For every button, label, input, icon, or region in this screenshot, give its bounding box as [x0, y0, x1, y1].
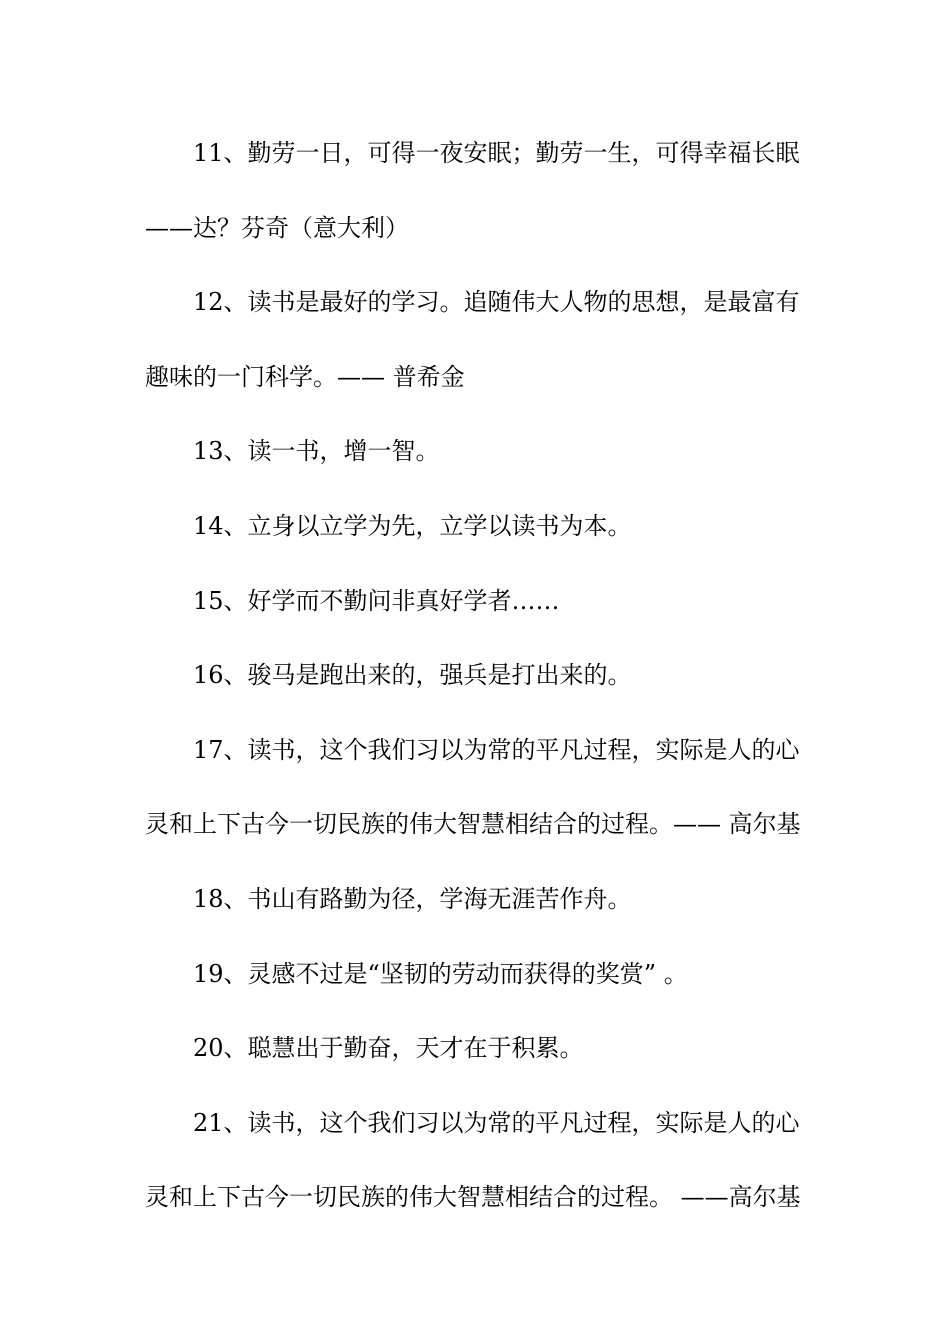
quote-12-line-1: 12、读书是最好的学习。追随伟大人物的思想，是最富有: [193, 288, 800, 317]
quote-11-line-1: 11、勤劳一日，可得一夜安眠；勤劳一生，可得幸福长眠: [193, 139, 800, 167]
quote-17-line-2: 灵和上下古今一切民族的伟大智慧相结合的过程。—— 高尔基: [145, 810, 801, 839]
quote-18: 18、书山有路勤为径，学海无涯苦作舟。: [193, 884, 632, 913]
document-body: [145, 127, 805, 1246]
quote-12-line-2: 趣味的一门科学。—— 普希金: [145, 362, 465, 391]
quote-21-line-1: 21、读书，这个我们习以为常的平凡过程，实际是人的心: [193, 1108, 800, 1137]
quote-20: 20、聪慧出于勤奋，天才在于积累。: [193, 1034, 584, 1063]
quote-11-line-2: ——达？芬奇（意大利）: [145, 213, 409, 242]
quote-17-line-1: 17、读书，这个我们习以为常的平凡过程，实际是人的心: [193, 735, 800, 764]
quote-19: 19、灵感不过是“坚韧的劳动而获得的奖赏” 。: [193, 959, 688, 988]
quote-21-line-2: 灵和上下古今一切民族的伟大智慧相结合的过程。 ——高尔基: [145, 1183, 801, 1212]
quote-15: 15、好学而不勤问非真好学者……: [193, 586, 560, 615]
quote-14: 14、立身以立学为先，立学以读书为本。: [193, 511, 632, 540]
quote-16: 16、骏马是跑出来的，强兵是打出来的。: [193, 661, 632, 690]
quote-13: 13、读一书，增一智。: [193, 437, 440, 466]
